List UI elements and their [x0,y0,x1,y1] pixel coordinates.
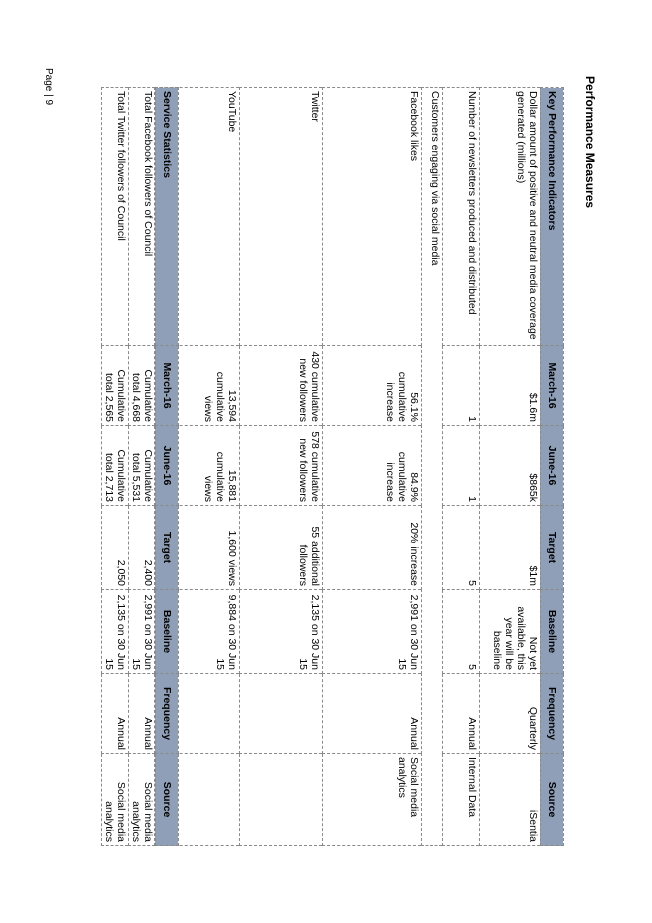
service-statistics-table [101,87,179,846]
subsection-cell: Customers engaging via social media [422,88,443,846]
march-cell: Cumulative total 2,565 [102,346,129,426]
march-cell: 1 [443,346,480,426]
target-cell: 55 additional followers [240,506,323,590]
table-row [443,88,480,846]
target-cell: 1,600 views [155,506,240,590]
march-cell: Cumulative total 4,668 [129,346,156,426]
indicator-cell: Twitter [240,88,323,346]
table-row [129,88,156,846]
kpi-header-march: March-16 [541,346,564,426]
kpi-header-row [541,88,564,846]
table-row [422,88,443,846]
baseline-cell: 2,991 on 30 Jun 15 [129,590,156,674]
target-cell: 2,400 [129,506,156,590]
page-number: Page | 9 [43,68,54,106]
frequency-cell [240,674,323,754]
baseline-cell: 2,135 on 30 Jun 15 [240,590,323,674]
section-heading: Performance Measures [583,76,597,209]
table-row [323,88,422,846]
target-cell: 2,050 [102,506,129,590]
indicator-cell: Number of newsletters produced and distributed [443,88,480,346]
frequency-cell: Quarterly [480,674,541,754]
baseline-cell: Not yet available, this year will be baseline [480,590,541,674]
june-cell: 15,881 cumulative views [155,426,240,506]
march-cell: $1.6m [480,346,541,426]
service-header-row [156,88,179,846]
kpi-header-frequency: Frequency [541,674,564,754]
service-header-march: March-16 [156,346,179,426]
source-cell: iSentia [480,754,541,846]
table-row [240,88,323,846]
june-cell: Cumulative total 5,531 [129,426,156,506]
march-cell: 430 cumulative new followers [240,346,323,426]
march-cell: 56.1% cumulative increase [323,346,422,426]
frequency-cell: Annual [323,674,422,754]
service-header-june: June-16 [156,426,179,506]
service-header-statistic: Service Statistics [156,88,179,346]
march-cell: 13,594 cumulative views [155,346,240,426]
frequency-cell: Annual [443,674,480,754]
kpi-header-target: Target [541,506,564,590]
source-cell: Internal Data [443,754,480,846]
source-cell: Social media analytics [323,754,422,846]
table-row [102,88,129,846]
service-header-target: Target [156,506,179,590]
statistic-cell: Total Twitter followers of Council [102,88,129,346]
frequency-cell: Annual [129,674,156,754]
june-cell: 84.9% cumulative increase [323,426,422,506]
kpi-header-june: June-16 [541,426,564,506]
june-cell: 1 [443,426,480,506]
target-cell: $1m [480,506,541,590]
kpi-header-source: Source [541,754,564,846]
baseline-cell: 9,884 on 30 Jun 15 [155,590,240,674]
source-cell [240,754,323,846]
june-cell: $865k [480,426,541,506]
service-header-baseline: Baseline [156,590,179,674]
baseline-cell: 2,135 on 30 Jun 15 [102,590,129,674]
frequency-cell: Annual [102,674,129,754]
june-cell: 578 cumulative new followers [240,426,323,506]
baseline-cell: 2,991 on 30 Jun 15 [323,590,422,674]
indicator-cell: YouTube [155,88,240,346]
table-row [480,88,541,846]
statistic-cell: Total Facebook followers of Council [129,88,156,346]
indicator-cell: Facebook likes [323,88,422,346]
source-cell: Social media analytics [102,754,129,846]
kpi-header-indicator: Key Performance Indicators [541,88,564,346]
target-cell: 5 [443,506,480,590]
june-cell: Cumulative total 2,713 [102,426,129,506]
service-header-frequency: Frequency [156,674,179,754]
kpi-header-baseline: Baseline [541,590,564,674]
kpi-table [154,87,564,846]
source-cell: Social media analytics [129,754,156,846]
indicator-cell: Dollar amount of positive and neutral media coverage generated (millions) [480,88,541,346]
baseline-cell: 5 [443,590,480,674]
service-header-source: Source [156,754,179,846]
target-cell: 20% increase [323,506,422,590]
